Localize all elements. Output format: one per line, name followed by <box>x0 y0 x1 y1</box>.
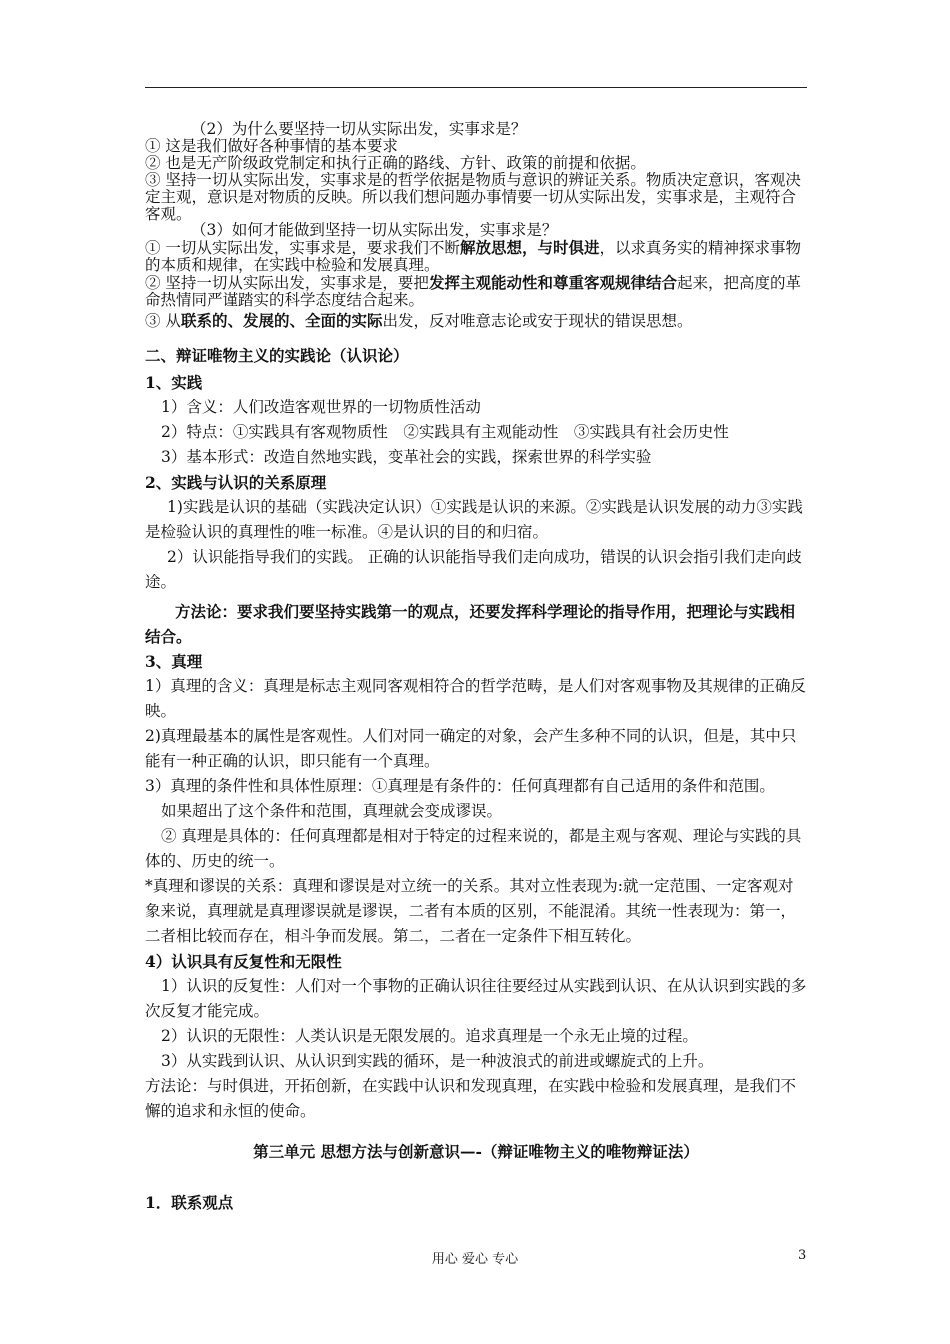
page-number: 3 <box>798 1248 807 1263</box>
list-item: ① 一切从实际出发，实事求是，要求我们不断解放思想，与时俱进，以求真务实的精神探求事物的本质和规律，在实践中检验和发展真理。 <box>145 238 801 274</box>
methodology-paragraph: 方法论：与时俱进，开拓创新，在实践中认识和发现真理，在实践中检验和发展真理，是我们不懈的追求和永恒的使命。 <box>145 1077 797 1120</box>
question-2-section <box>145 121 807 223</box>
question-3-section <box>145 222 807 330</box>
list-item: 3）基本形式：改造自然地实践，变革社会的实践，探索世界的科学实验 <box>161 448 652 466</box>
practice-theory-section <box>145 343 807 1124</box>
methodology-paragraph: 方法论：要求我们要坚持实践第一的观点，还要发挥科学理论的指导作用，把理论与实践相结合。 <box>145 602 796 646</box>
connection-section <box>145 1190 807 1215</box>
paragraph: 3）从实践到认识、从认识到实践的循环，是一种波浪式的前进或螺旋式的上升。 <box>161 1052 714 1070</box>
list-item: ③ 从联系的、发展的、全面的实际出发，反对唯意志论或安于现状的错误思想。 <box>145 311 693 330</box>
question-3-heading: （3）如何才能做到坚持一切从实际出发，实事求是？ <box>191 221 558 239</box>
list-item: ② 也是无产阶级政党制定和执行正确的路线、方针、政策的前提和依据。 <box>145 154 646 172</box>
header-rule <box>145 87 807 88</box>
list-item: 1）含义：人们改造客观世界的一切物质性活动 <box>161 398 481 416</box>
subsection-heading: 4）认识具有反复性和无限性 <box>145 952 342 971</box>
paragraph: 1）认识的反复性：人们对一个事物的正确认识往往要经过从实践到认识、在从认识到实践的多次反复才能完成。 <box>145 977 807 1020</box>
list-item: 2）特点：①实践具有客观物质性 ②实践具有主观能动性 ③实践具有社会历史性 <box>161 423 729 441</box>
page-footer: 用心 爱心 专心 <box>431 1252 519 1267</box>
paragraph: *真理和谬误的关系：真理和谬误是对立统一的关系。其对立性表现为:就一定范围、一定客观对象来说，真理就是真理谬误就是谬误，二者有本质的区别，不能混淆。其统一性表现为：第一，二者相比较而存在，相斗争而发展。第二，二者在一定条件下相互转化。 <box>145 877 797 945</box>
unit-title <box>145 1139 807 1164</box>
paragraph: 2）认识的无限性：人类认识是无限发展的。追求真理是一个永无止境的过程。 <box>161 1027 698 1045</box>
unit-heading: 第三单元 思想方法与创新意识—-（辩证唯物主义的唯物辩证法） <box>253 1142 699 1161</box>
subsection-heading: 3、真理 <box>145 652 203 671</box>
paragraph: 3）真理的条件性和具体性原理：①真理是有条件的：任何真理都有自己适用的条件和范围。 <box>145 777 775 795</box>
subsection-heading: 2、实践与认识的关系原理 <box>145 473 327 492</box>
paragraph: 1)实践是认识的基础（实践决定认识）①实践是认识的来源。②实践是认识发展的动力③实践是检验认识的真理性的唯一标准。④是认识的目的和归宿。 <box>145 498 803 541</box>
list-item: ② 坚持一切从实际出发，实事求是，要把发挥主观能动性和尊重客观规律结合起来，把高度的革命热情同严谨踏实的科学态度结合起来。 <box>145 273 801 309</box>
list-item: ① 这是我们做好各种事情的基本要求 <box>145 137 398 155</box>
paragraph: 2）认识能指导我们的实践。 正确的认识能指导我们走向成功，错误的认识会指引我们走向歧途。 <box>145 548 802 591</box>
section-heading: 二、辩证唯物主义的实践论（认识论） <box>145 346 409 365</box>
paragraph: ② 真理是具体的：任何真理都是相对于特定的过程来说的，都是主观与客观、理论与实践的具体的、历史的统一。 <box>145 827 802 870</box>
list-item: ③ 坚持一切从实际出发，实事求是的哲学依据是物质与意识的辨证关系。物质决定意识，客观决定主观，意识是对物质的反映。所以我们想问题办事情要一切从实际出发，实事求是，主观符合客观。 <box>145 171 801 223</box>
paragraph: 2)真理最基本的属性是客观性。人们对同一确定的对象，会产生多种不同的认识，但是，其中只能有一种正确的认识，即只能有一个真理。 <box>145 727 797 770</box>
question-2-heading: （2）为什么要坚持一切从实际出发，实事求是？ <box>191 120 527 138</box>
subsection-heading: 1．联系观点 <box>145 1193 234 1212</box>
paragraph: 如果超出了这个条件和范围，真理就会变成谬误。 <box>161 802 503 820</box>
paragraph: 1）真理的含义：真理是标志主观同客观相符合的哲学范畴，是人们对客观事物及其规律的正确反映。 <box>145 677 806 720</box>
subsection-heading: 1、实践 <box>145 373 203 392</box>
